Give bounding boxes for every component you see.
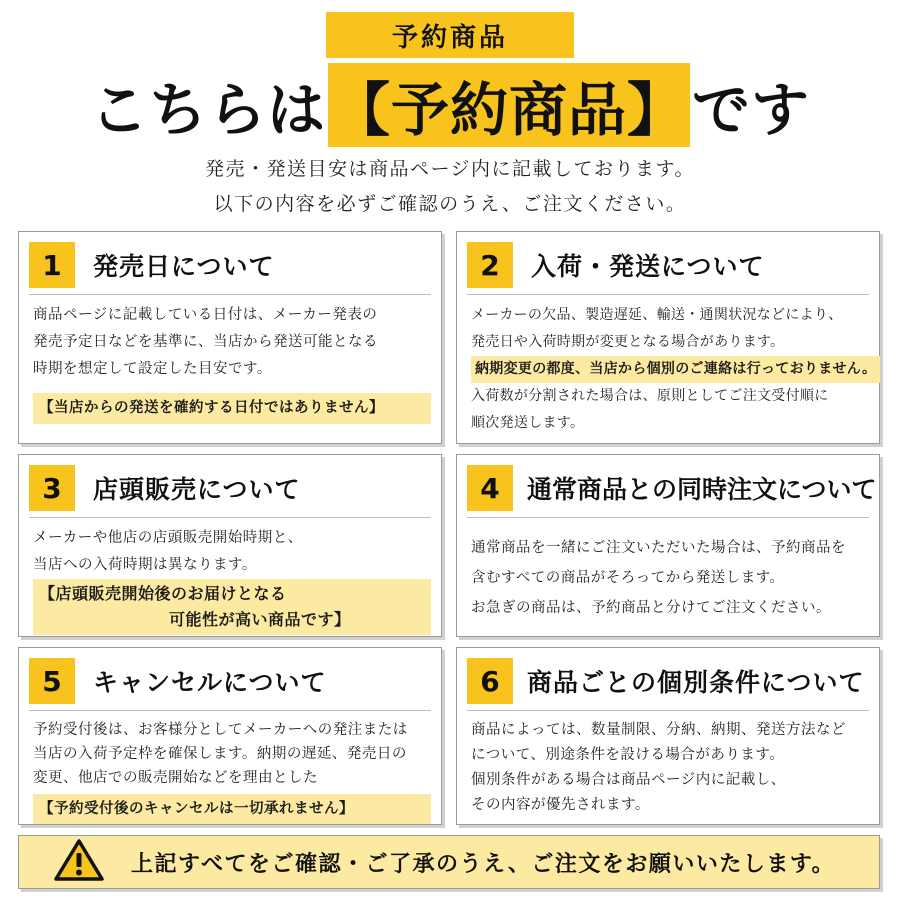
section-number: 4 [467, 465, 513, 511]
section-header [29, 242, 429, 288]
section-body [33, 525, 431, 635]
subtitle-line-2: 以下の内容を必ずご確認のうえ、ご注文ください。 [213, 193, 687, 215]
section-body [33, 302, 431, 424]
section-header [29, 465, 429, 511]
section-title: 発売日について [93, 252, 275, 281]
section-number: 1 [29, 242, 75, 288]
headline-prefix: こちらは [89, 76, 326, 144]
highlight-note [33, 579, 431, 635]
warning-icon [53, 838, 105, 886]
section-body [471, 302, 877, 437]
highlight-line: 【予約受付後のキャンセルは一切承れません】 [39, 801, 354, 817]
body-line: 入荷数が分割された場合は、原則としてご注文受付順に [471, 388, 829, 404]
body-line: お急ぎの商品は、予約商品と分けてご注文ください。 [471, 600, 831, 616]
page-headline [0, 66, 900, 144]
section-body [471, 533, 869, 623]
section-title: キャンセルについて [93, 668, 327, 697]
section-divider [467, 517, 869, 518]
body-line: について、別途条件を設ける場合があります。 [471, 747, 785, 763]
section-body [471, 718, 869, 818]
section-number: 5 [29, 658, 75, 704]
section-header [467, 658, 867, 704]
body-line: メーカーの欠品、製造遅延、輸送・通関状況などにより、 [471, 307, 843, 323]
body-line: 発売予定日などを基準に、当店から発送可能となる [33, 334, 378, 350]
section-header [467, 242, 867, 288]
body-line: 商品によっては、数量制限、分納、納期、発送方法など [471, 722, 846, 738]
footer-notice [18, 835, 880, 889]
section-card-combined-order [456, 454, 880, 637]
section-number: 2 [467, 242, 513, 288]
section-divider [29, 294, 431, 295]
highlight-note: 納期変更の都度、当店から個別のご連絡は行っておりません。 [471, 356, 880, 383]
highlight-line: 【当店からの発送を確約する日付ではありません】 [39, 400, 384, 416]
section-number: 3 [29, 465, 75, 511]
body-line: 発売日や入荷時期が変更となる場合があります。 [471, 334, 785, 350]
body-line: 順次発送します。 [471, 415, 585, 431]
body-line: 通常商品を一緒にご注文いただいた場合は、予約商品を [471, 540, 846, 556]
section-header [467, 465, 877, 511]
section-number: 6 [467, 658, 513, 704]
section-divider [29, 710, 431, 711]
section-divider [467, 294, 869, 295]
section-card-store-sales [18, 454, 442, 637]
section-divider [467, 710, 869, 711]
section-title: 入荷・発送について [531, 252, 765, 281]
section-card-individual-conditions [456, 647, 880, 825]
headline-highlight: 【予約商品】 [328, 63, 690, 147]
body-line: 含むすべての商品がそろってから発送します。 [471, 570, 785, 586]
highlight-line: 【店頭販売開始後のお届けとなる [39, 584, 287, 603]
section-card-release-date [18, 231, 442, 444]
reservation-badge: 予約商品 [326, 12, 574, 58]
highlight-note [33, 794, 431, 824]
subtitle-line-1: 発売・発送目安は商品ページ内に記載しております。 [204, 158, 696, 180]
body-line: 時期を想定して設定した目安です。 [33, 361, 272, 377]
section-header [29, 658, 429, 704]
section-title: 通常商品との同時注文について [527, 475, 877, 504]
section-body [33, 718, 431, 824]
highlight-note [33, 393, 431, 424]
body-line: メーカーや他店の店頭販売開始時期と、 [33, 530, 303, 546]
body-line: 商品ページに記載している日付は、メーカー発表の [33, 307, 378, 323]
section-card-arrival-shipping [456, 231, 880, 444]
body-line: 当店への入荷時期は異なります。 [33, 557, 257, 573]
footer-text: 上記すべてをご確認・ご了承のうえ、ご注文をお願いいたします。 [131, 851, 836, 877]
headline-suffix: です [692, 76, 811, 144]
highlight-line: 可能性が高い商品です】 [169, 610, 351, 629]
section-card-cancellation [18, 647, 442, 825]
section-divider [29, 517, 431, 518]
section-title: 商品ごとの個別条件について [527, 668, 865, 697]
body-line: 当店の入荷予定枠を確保します。納期の遅延、発売日の [33, 746, 407, 762]
body-line: その内容が優先されます。 [471, 797, 650, 813]
body-line: 個別条件がある場合は商品ページ内に記載し、 [471, 772, 786, 788]
body-line: 予約受付後は、お客様分としてメーカーへの発注または [33, 722, 408, 738]
section-title: 店頭販売について [93, 475, 301, 504]
body-line: 変更、他店での販売開始などを理由とした [33, 770, 318, 786]
